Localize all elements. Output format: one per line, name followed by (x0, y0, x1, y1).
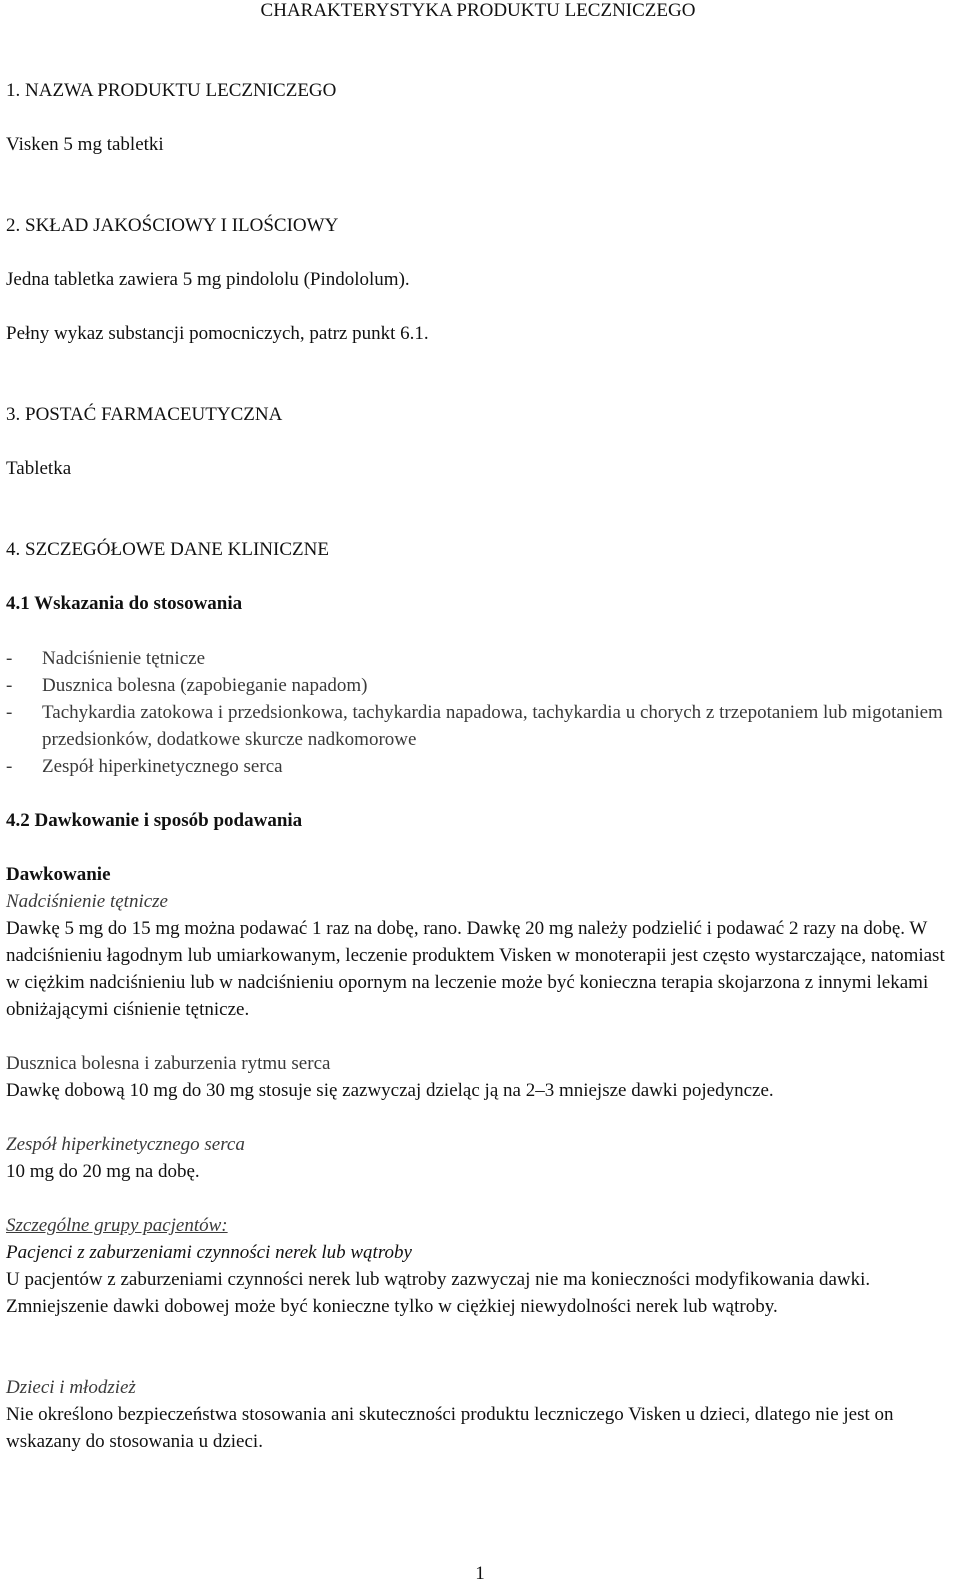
list-item: - Tachykardia zatokowa i przedsionkowa, tachykardia napadowa, tachykardia u chorych z trzepotaniem lub migotaniem przedsionków, dodatkowe skurcze nadkomorowe (6, 702, 943, 750)
page-number: 1 (475, 1563, 485, 1584)
dosage-subheading: Dawkowanie (6, 864, 111, 885)
angina-text: Dawkę dobową 10 mg do 30 mg stosuje się zazwyczaj dzieląc ją na 2–3 mniejsze dawki pojedyncze. (6, 1080, 774, 1101)
pharmaceutical-form: Tabletka (6, 458, 72, 479)
indications-list (6, 645, 950, 780)
product-name: Visken 5 mg tabletki (6, 134, 164, 155)
renal-hepatic-text: U pacjentów z zaburzeniami czynności nerek lub wątroby zazwyczaj nie ma konieczności modyfikowania dawki. Zmniejszenie dawki dobowej może być konieczne tylko w ciężkiej niewydolności nerek lub wątroby. (6, 1269, 871, 1317)
hypertension-title: Nadciśnienie tętnicze (6, 891, 168, 912)
excipients-text: Pełny wykaz substancji pomocniczych, patrz punkt 6.1. (6, 323, 429, 344)
list-item: - Dusznica bolesna (zapobieganie napadom) (6, 675, 368, 696)
children-title: Dzieci i młodzież (6, 1377, 136, 1398)
hyperkinetic-title: Zespół hiperkinetycznego serca (6, 1134, 245, 1155)
list-item: - Zespół hiperkinetycznego serca (6, 756, 283, 777)
renal-hepatic-title: Pacjenci z zaburzeniami czynności nerek lub wątroby (6, 1242, 412, 1263)
section-4-heading: 4. SZCZEGÓŁOWE DANE KLINICZNE (6, 539, 329, 560)
section-2-heading: 2. SKŁAD JAKOŚCIOWY I ILOŚCIOWY (6, 215, 339, 236)
section-1-heading: 1. NAZWA PRODUKTU LECZNICZEGO (6, 80, 337, 101)
section-3-heading: 3. POSTAĆ FARMACEUTYCZNA (6, 404, 283, 425)
angina-title: Dusznica bolesna i zaburzenia rytmu serca (6, 1053, 331, 1074)
document-title: CHARAKTERYSTYKA PRODUKTU LECZNICZEGO (260, 0, 696, 21)
section-4-1-heading: 4.1 Wskazania do stosowania (6, 593, 243, 614)
children-text: Nie określono bezpieczeństwa stosowania ani skuteczności produktu leczniczego Visken u dzieci, dlatego nie jest on wskazany do stosowania u dzieci. (6, 1404, 894, 1452)
list-item: - Nadciśnienie tętnicze (6, 648, 206, 669)
hypertension-text: Dawkę 5 mg do 15 mg można podawać 1 raz na dobę, rano. Dawkę 20 mg należy podzielić i podawać 2 razy na dobę. W nadciśnieniu łagodnym lub umiarkowanym, leczenie produktem Visken w monoterapii jest często wystarczające, natomiast w ciężkim nadciśnieniu lub w nadciśnieniu opornym na leczenie może być konieczna terapia skojarzona z innymi lekami obniżającymi ciśnienie tętnicze. (6, 918, 945, 1020)
composition-text: Jedna tabletka zawiera 5 mg pindololu (Pindololum). (6, 269, 410, 290)
section-4-2-heading: 4.2 Dawkowanie i sposób podawania (6, 810, 303, 831)
hyperkinetic-text: 10 mg do 20 mg na dobę. (6, 1161, 200, 1182)
special-groups-title: Szczególne grupy pacjentów: (6, 1215, 228, 1236)
